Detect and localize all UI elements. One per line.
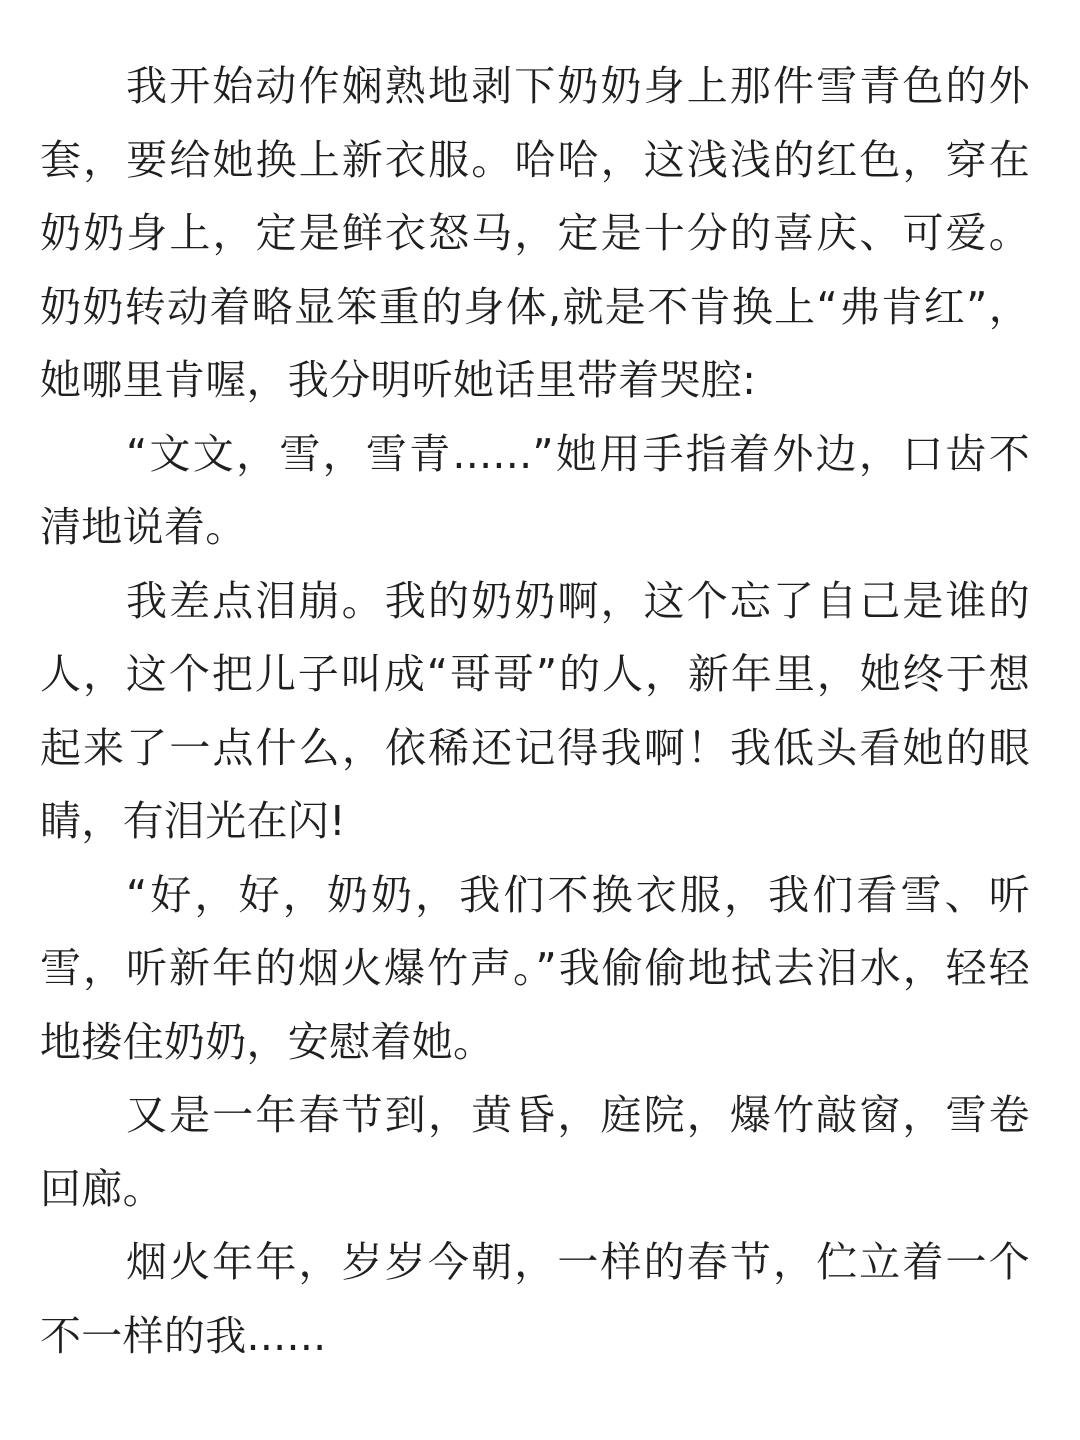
article-body: [40, 50, 1030, 1373]
paragraph-3: 我差点泪崩。我的奶奶啊，这个忘了自己是谁的人，这个把儿子叫成“哥哥”的人，新年里，她终于想起来了一点什么，依稀还记得我啊！我低头看她的眼睛，有泪光在闪!: [40, 576, 1030, 845]
paragraph-2: “文文，雪，雪青......”她用手指着外边，口齿不清地说着。: [40, 429, 1030, 551]
paragraph-4: “好，好，奶奶，我们不换衣服，我们看雪、听雪，听新年的烟火爆竹声。”我偷偷地拭去泪水，轻轻地搂住奶奶，安慰着她。: [40, 870, 1030, 1066]
paragraph-5: 又是一年春节到，黄昏，庭院，爆竹敲窗，雪卷回廊。: [40, 1091, 1030, 1213]
paragraph-1: 我开始动作娴熟地剥下奶奶身上那件雪青色的外套，要给她换上新衣服。哈哈，这浅浅的红色，穿在奶奶身上，定是鲜衣怒马，定是十分的喜庆、可爱。奶奶转动着略显笨重的身体,就是不肯换上“弗肯红”，她哪里肯喔，我分明听她话里带着哭腔:: [40, 62, 1030, 404]
paragraph-6: 烟火年年，岁岁今朝，一样的春节，伫立着一个不一样的我......: [40, 1238, 1030, 1360]
